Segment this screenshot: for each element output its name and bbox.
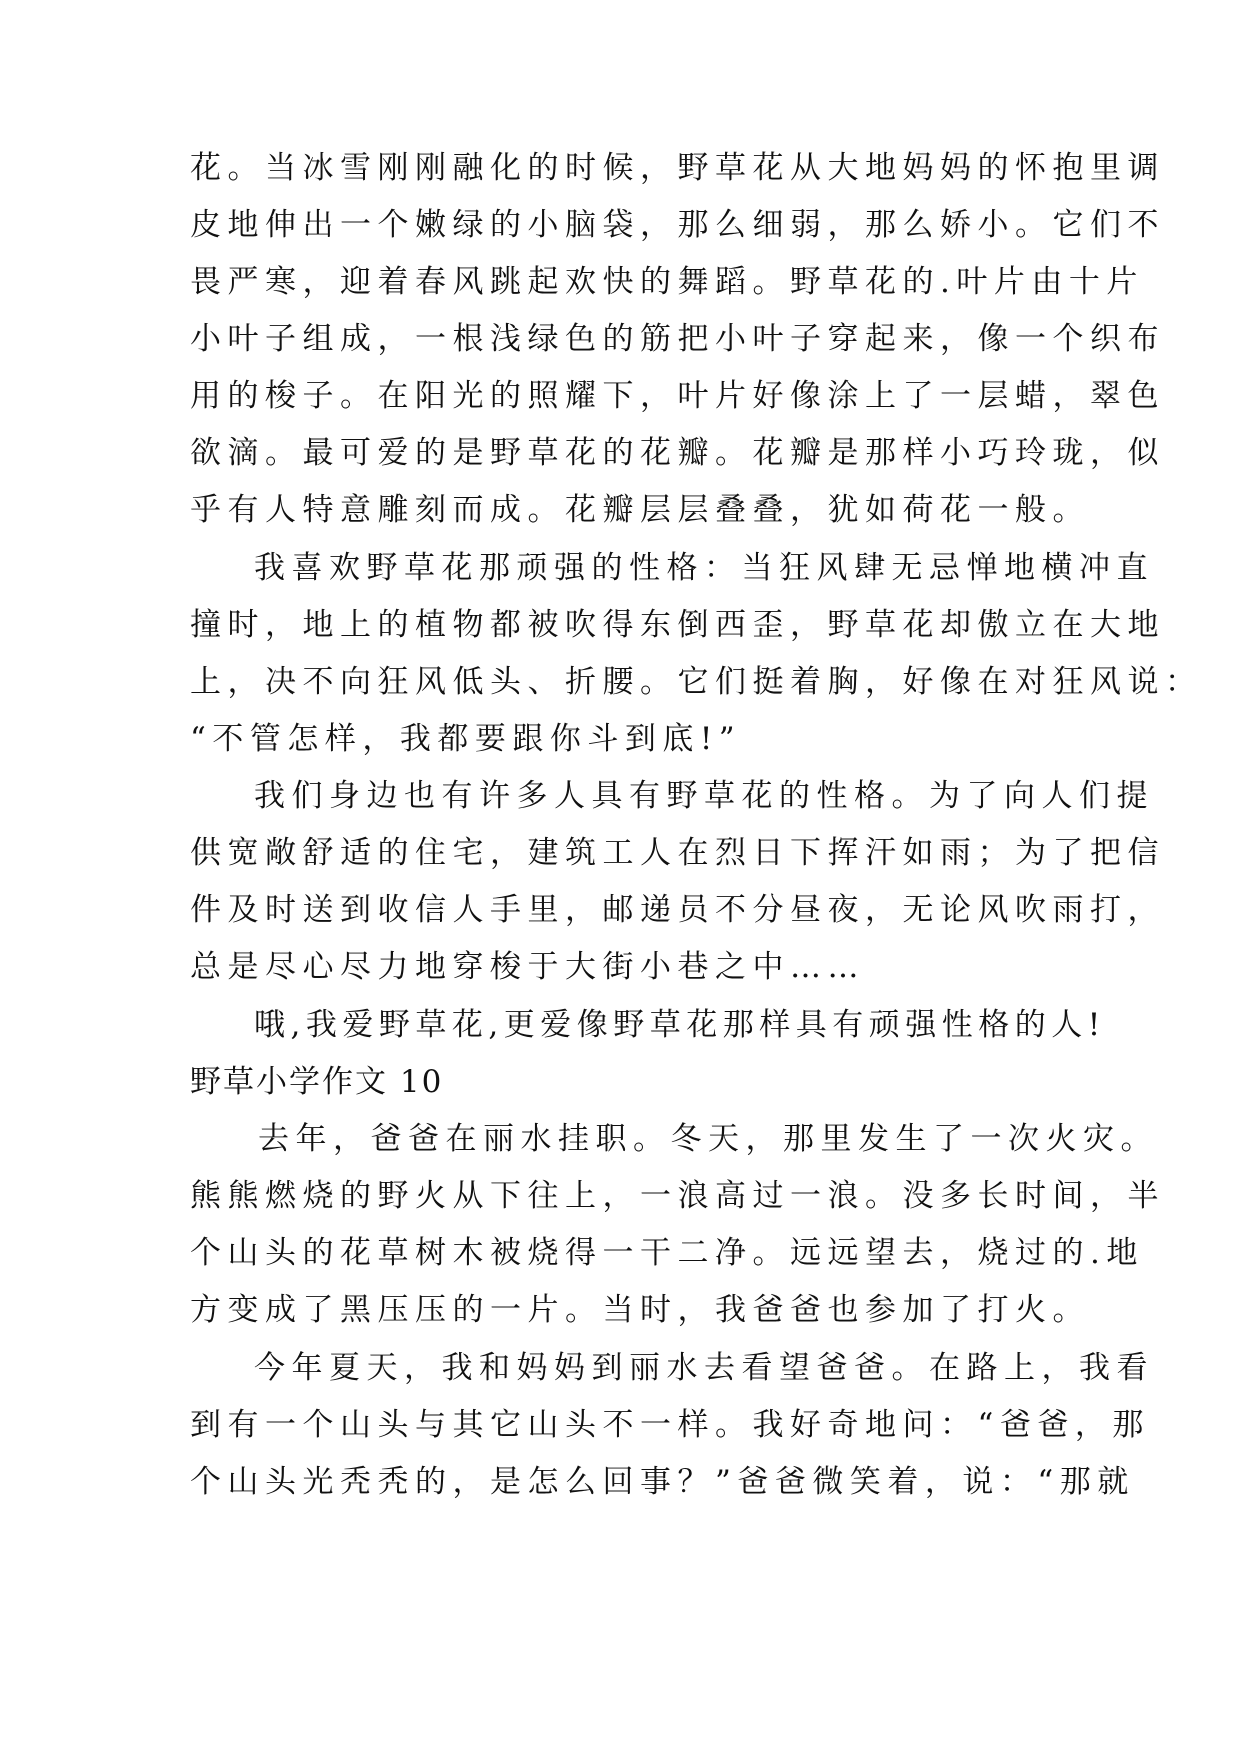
text-line: 我们身边也有许多人具有野草花的性格。为了向人们提	[254, 778, 1154, 814]
text-line: 皮地伸出一个嫩绿的小脑袋，那么细弱，那么娇小。它们不	[190, 207, 1165, 243]
text-line: 方变成了黑压压的一片。当时，我爸爸也参加了打火。	[190, 1292, 1090, 1328]
text-line: 熊熊燃烧的野火从下往上，一浪高过一浪。没多长时间，半	[190, 1178, 1165, 1214]
text-line: 用的梭子。在阳光的照耀下，叶片好像涂上了一层蜡，翠色	[190, 378, 1165, 414]
text-line: 哦,我爱野草花,更爱像野草花那样具有顽强性格的人!	[254, 1007, 1106, 1043]
text-line: 今年夏天，我和妈妈到丽水去看望爸爸。在路上，我看	[254, 1350, 1154, 1386]
text-line: 个山头的花草树木被烧得一干二净。远远望去，烧过的.地	[190, 1235, 1144, 1271]
text-line: 我喜欢野草花那顽强的性格：当狂风肆无忌惮地横冲直	[254, 550, 1154, 586]
section-title: 野草小学作文 10	[190, 1064, 444, 1100]
text-line: 撞时，地上的植物都被吹得东倒西歪，野草花却傲立在大地	[190, 607, 1165, 643]
text-line: “不管怎样，我都要跟你斗到底!”	[190, 721, 742, 757]
text-line: 到有一个山头与其它山头不一样。我好奇地问：“爸爸，那	[190, 1407, 1150, 1443]
text-line: 小叶子组成，一根浅绿色的筋把小叶子穿起来，像一个织布	[190, 321, 1165, 357]
text-line: 个山头光秃秃的，是怎么回事？”爸爸微笑着，说：“那就	[190, 1464, 1135, 1500]
text-line: 供宽敞舒适的住宅，建筑工人在烈日下挥汗如雨；为了把信	[190, 835, 1165, 871]
text-line: 欲滴。最可爱的是野草花的花瓣。花瓣是那样小巧玲珑，似	[190, 435, 1165, 471]
text-line: 件及时送到收信人手里，邮递员不分昼夜，无论风吹雨打，	[190, 892, 1165, 928]
text-line: 去年，爸爸在丽水挂职。冬天，那里发生了一次火灾。	[258, 1121, 1158, 1157]
text-line: 畏严寒，迎着春风跳起欢快的舞蹈。野草花的.叶片由十片	[190, 264, 1144, 300]
text-line: 上，决不向狂风低头、折腰。它们挺着胸，好像在对狂风说：	[190, 664, 1203, 700]
text-line: 乎有人特意雕刻而成。花瓣层层叠叠，犹如荷花一般。	[190, 492, 1090, 528]
text-line: 花。当冰雪刚刚融化的时候，野草花从大地妈妈的怀抱里调	[190, 150, 1165, 186]
text-line: 总是尽心尽力地穿梭于大街小巷之中……	[190, 949, 865, 985]
